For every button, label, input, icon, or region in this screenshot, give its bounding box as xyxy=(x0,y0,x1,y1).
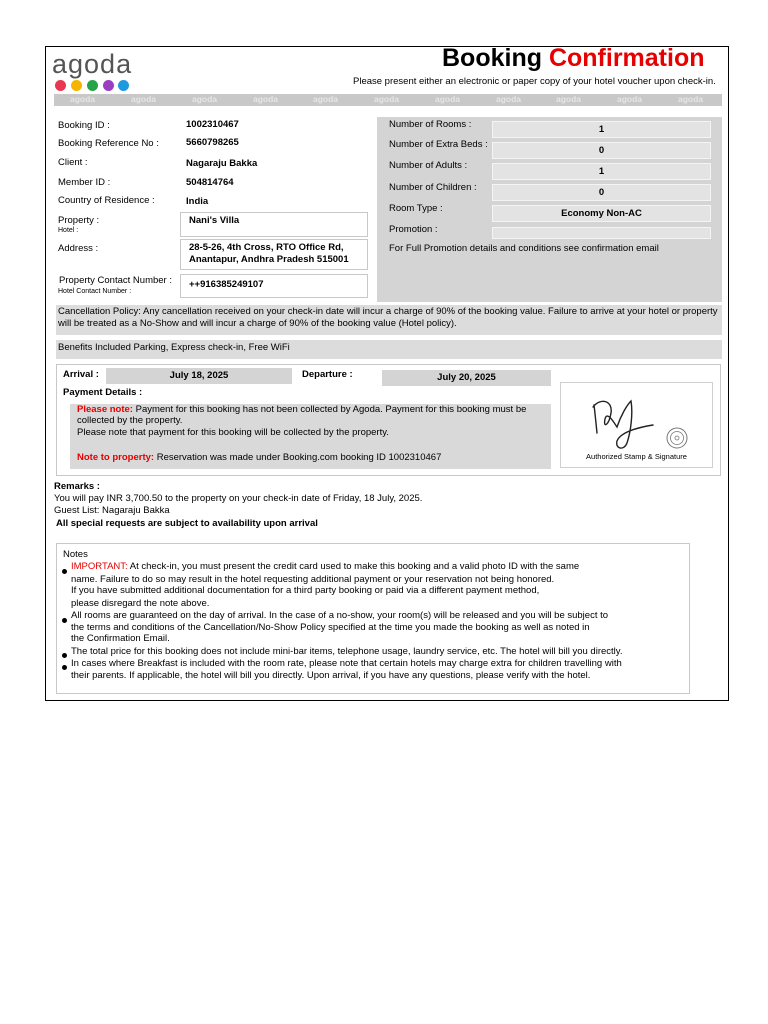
property-value-box xyxy=(180,212,368,237)
logo-dot-3 xyxy=(87,80,98,91)
stamp-caption: Authorized Stamp & Signature xyxy=(586,452,687,461)
extra-beds-value: 0 xyxy=(492,142,711,159)
client-value: Nagaraju Bakka xyxy=(186,158,258,169)
adults-label: Number of Adults : xyxy=(389,160,468,171)
special-requests-note: All special requests are subject to availability upon arrival xyxy=(56,518,318,529)
note-4-line-1: In cases where Breakfast is included with the room rate, please note that certain hotels may charge extra for children travelling with xyxy=(71,658,622,669)
watermark-text: agoda xyxy=(192,94,218,104)
watermark-text: agoda xyxy=(496,94,522,104)
promotion-note: For Full Promotion details and conditions see confirmation email xyxy=(389,243,659,254)
note-1-line-2: name. Failure to do so may result in the hotel requesting additional payment or your reservation not being honored. xyxy=(71,574,555,585)
please-note-line-1 xyxy=(77,404,526,416)
note-1-line-3: If you have submitted additional documentation for a third party booking or paid via a different payment method, xyxy=(71,585,540,596)
hotel-sublabel: Hotel : xyxy=(58,227,79,234)
note-1-line-1 xyxy=(71,561,579,572)
notes-title: Notes xyxy=(63,549,88,560)
please-note-label: Please note: xyxy=(77,404,133,415)
note-1-line-4: please disregard the note above. xyxy=(71,598,210,609)
benefits-text: Benefits Included Parking, Express check-in, Free WiFi xyxy=(58,342,290,353)
note-1-text: At check-in, you must present the credit card used to make this booking and a valid photo ID with the same xyxy=(127,561,580,572)
title-confirmation: Confirmation xyxy=(548,44,705,72)
watermark-text: agoda xyxy=(131,94,157,104)
note-2-line-1: All rooms are guaranteed on the day of arrival. In the case of a no-show, your room(s) will be released and you will be subject to xyxy=(71,610,609,621)
watermark-strip xyxy=(54,94,722,106)
please-note-line-2: collected by the property. xyxy=(77,415,183,426)
rooms-label: Number of Rooms : xyxy=(389,119,472,130)
notes-box xyxy=(56,543,690,694)
agoda-logo: agoda xyxy=(52,49,133,79)
promotion-value xyxy=(492,227,711,239)
departure-value: July 20, 2025 xyxy=(382,370,551,386)
address-label: Address : xyxy=(58,243,99,254)
bullet-icon xyxy=(62,569,67,574)
remarks-line-1: You will pay INR 3,700.50 to the property on your check-in date of Friday, 18 July, 2025. xyxy=(54,493,423,504)
address-line-2: Anantapur, Andhra Pradesh 515001 xyxy=(189,254,349,265)
title-booking: Booking xyxy=(442,44,542,72)
benefits-band xyxy=(56,340,722,359)
bullet-icon xyxy=(62,618,67,623)
booking-id-label: Booking ID : xyxy=(58,120,110,131)
promotion-label: Promotion : xyxy=(389,224,438,235)
logo-dot-2 xyxy=(71,80,82,91)
member-id-label: Member ID : xyxy=(58,177,111,188)
contact-label: Property Contact Number : xyxy=(59,275,172,286)
client-label: Client : xyxy=(58,157,88,168)
guest-list: Guest List: Nagaraju Bakka xyxy=(54,505,170,516)
payment-note-box xyxy=(70,404,551,469)
extra-beds-label: Number of Extra Beds : xyxy=(389,139,488,150)
logo-dot-4 xyxy=(103,80,114,91)
member-id-value: 504814764 xyxy=(186,177,234,188)
booking-ref-label: Booking Reference No : xyxy=(58,138,159,149)
children-label: Number of Children : xyxy=(389,182,477,193)
departure-label: Departure : xyxy=(302,369,353,380)
arrival-label: Arrival : xyxy=(63,369,99,380)
logo-dot-1 xyxy=(55,80,66,91)
important-label: IMPORTANT: xyxy=(71,561,128,572)
logo-dot-5 xyxy=(118,80,129,91)
booking-ref-value: 5660798265 xyxy=(186,137,239,148)
please-note-text: Payment for this booking has not been collected by Agoda. Payment for this booking must be xyxy=(132,404,527,415)
note-2-line-3: the Confirmation Email. xyxy=(71,633,170,644)
property-label: Property : xyxy=(58,215,100,226)
watermark-text: agoda xyxy=(253,94,279,104)
room-type-value: Economy Non-AC xyxy=(492,205,711,222)
page-title xyxy=(442,44,705,73)
arrival-value: July 18, 2025 xyxy=(106,368,292,384)
watermark-text: agoda xyxy=(313,94,339,104)
address-value-box xyxy=(180,239,368,270)
room-type-label: Room Type : xyxy=(389,203,443,214)
remarks-label: Remarks : xyxy=(54,481,100,492)
cancellation-line-1: Cancellation Policy: Any cancellation received on your check-in date will incur a charge of 90% of the booking value. Failure to arrive at your hotel or property xyxy=(58,306,718,317)
contact-value-box xyxy=(180,274,368,298)
watermark-text: agoda xyxy=(678,94,704,104)
cancellation-policy xyxy=(56,305,722,335)
country-value: India xyxy=(186,196,209,207)
cancellation-line-2: will be treated as a No-Show and will incur a charge of 90% of the booking value (Hotel policy). xyxy=(58,318,457,329)
children-value: 0 xyxy=(492,184,711,201)
booking-id-value: 1002310467 xyxy=(186,119,239,130)
note-to-property-label: Note to property: xyxy=(77,452,155,463)
watermark-text: agoda xyxy=(617,94,643,104)
watermark-text: agoda xyxy=(435,94,461,104)
page-subtitle: Please present either an electronic or paper copy of your hotel voucher upon check-in. xyxy=(353,76,716,87)
note-3-line-1: The total price for this booking does not include mini-bar items, telephone usage, laundry service, etc. The hotel will bill you directly. xyxy=(71,646,623,657)
note-4-line-2: their parents. If applicable, the hotel will bill you directly. Upon arrival, if you have any questions, please verify with the hotel. xyxy=(71,670,591,681)
property-value: Nani's Villa xyxy=(189,215,240,226)
bullet-icon xyxy=(62,665,67,670)
payment-details-label: Payment Details : xyxy=(63,387,143,398)
signature-image xyxy=(561,383,712,453)
note-2-line-2: the terms and conditions of the Cancellation/No-Show Policy specified at the time you made the booking as well as noted in xyxy=(71,622,590,633)
contact-value: ++916385249107 xyxy=(189,279,264,290)
watermark-text: agoda xyxy=(374,94,400,104)
address-line-1: 28-5-26, 4th Cross, RTO Office Rd, xyxy=(189,242,344,253)
note-to-property-text: Reservation was made under Booking.com booking ID 1002310467 xyxy=(154,452,442,463)
rooms-value: 1 xyxy=(492,121,711,138)
adults-value: 1 xyxy=(492,163,711,180)
watermark-text: agoda xyxy=(556,94,582,104)
contact-sublabel: Hotel Contact Number : xyxy=(58,288,132,295)
note-to-property xyxy=(77,452,441,464)
bullet-icon xyxy=(62,653,67,658)
watermark-text: agoda xyxy=(70,94,96,104)
please-note-line-3: Please note that payment for this booking will be collected by the property. xyxy=(77,427,389,438)
country-label: Country of Residence : xyxy=(58,195,155,206)
stamp-signature-box xyxy=(560,382,713,468)
